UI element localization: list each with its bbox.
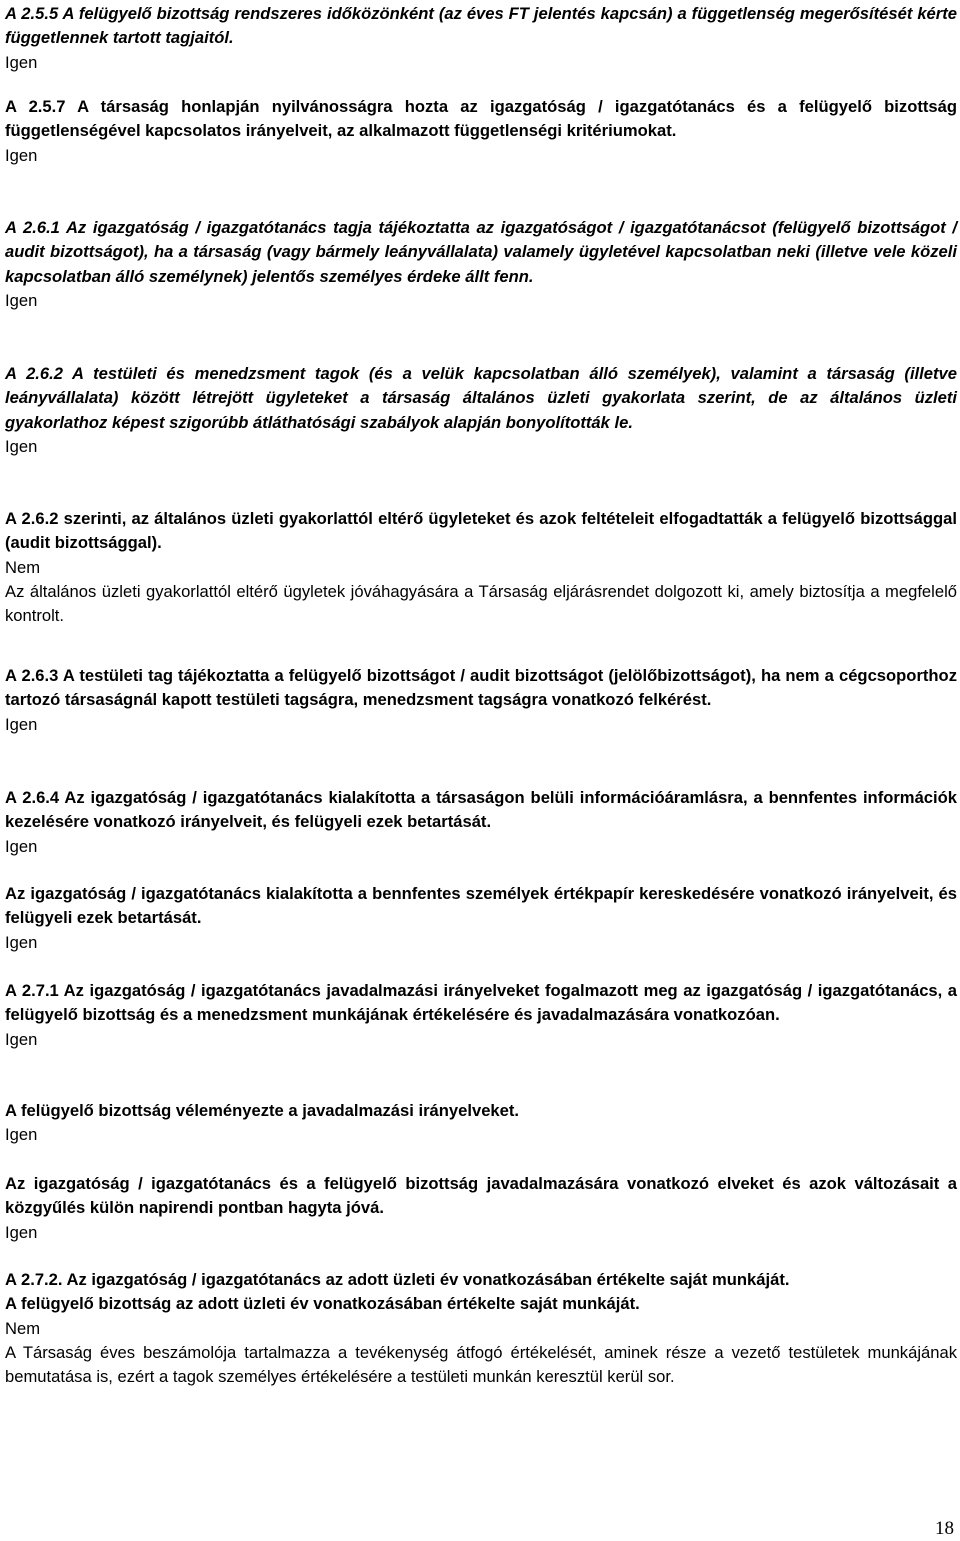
answer-text: Igen bbox=[5, 145, 38, 165]
item-2-6-2-deviation bbox=[5, 507, 957, 628]
answer-text: Igen bbox=[5, 1125, 38, 1145]
page-number: 18 bbox=[935, 1518, 954, 1539]
answer-text: Igen bbox=[5, 932, 38, 952]
item-2-6-3 bbox=[5, 664, 957, 737]
answer-text: Igen bbox=[5, 836, 38, 856]
item-remuneration-approval bbox=[5, 1172, 957, 1245]
question-text-secondary: A felügyelő bizottság az adott üzleti év vonatkozásában értékelte saját munkáját. bbox=[5, 1294, 640, 1314]
question-text: A 2.6.2 szerinti, az általános üzleti gyakorlattól eltérő ügyleteket és azok feltételeit elfogadtatták a felügyelő bizottsággal (audit bizottsággal). bbox=[5, 509, 957, 553]
explanation-text: Az általános üzleti gyakorlattól eltérő ügyletek jóváhagyására a Társaság eljárásrendet dolgozott ki, amely biztosítja a megfelelő kontrolt. bbox=[5, 581, 957, 626]
answer-text: Igen bbox=[5, 1222, 38, 1242]
item-2-5-5 bbox=[5, 2, 957, 75]
question-text: A 2.6.1 Az igazgatóság / igazgatótanács tagja tájékoztatta az igazgatóságot / igazgatótanácsot (felügyelő bizottságot / audit bizottságot), ha a társaság (vagy bármely leányvállalata) valamely ügyletével kapcsolatban neki (illetve vele közeli kapcsolatban álló személynek) jelentős személyes érdeke állt fenn. bbox=[5, 218, 957, 286]
item-2-6-1 bbox=[5, 216, 957, 313]
answer-text: Igen bbox=[5, 436, 38, 456]
answer-text: Igen bbox=[5, 52, 38, 72]
question-text: A 2.7.1 Az igazgatóság / igazgatótanács javadalmazási irányelveket fogalmazott meg az igazgatóság / igazgatótanács, a felügyelő bizottság és a menedzsment munkájának értékelésére és javadalmazására vonatkozóan. bbox=[5, 981, 957, 1025]
question-text: A 2.6.3 A testületi tag tájékoztatta a felügyelő bizottságot / audit bizottságot (jelölőbizottságot), ha nem a cégcsoporthoz tartozó társaságnál kapott testületi tagságra, menedzsment tagságra vonatkozó felkérést. bbox=[5, 666, 957, 710]
answer-text: Nem bbox=[5, 557, 41, 577]
question-text: A 2.6.4 Az igazgatóság / igazgatótanács kialakította a társaságon belüli információáramlásra, a bennfentes információk kezelésére vonatkozó irányelveit, és felügyeli ezek betartását. bbox=[5, 788, 957, 832]
question-text: A 2.5.5 A felügyelő bizottság rendszeres időközönként (az éves FT jelentés kapcsán) a függetlenség megerősítését kérte függetlennek tartott tagjaitól. bbox=[5, 4, 957, 48]
question-text: Az igazgatóság / igazgatótanács és a felügyelő bizottság javadalmazására vonatkozó elveket és azok változásait a közgyűlés külön napirendi pontban hagyta jóvá. bbox=[5, 1174, 957, 1218]
answer-text: Igen bbox=[5, 714, 38, 734]
explanation-text: A Társaság éves beszámolója tartalmazza a tevékenység átfogó értékelését, aminek része a vezető testületek munkájának bemutatása is, ezért a tagok személyes értékelésére a testületi munkán keresztül kerül sor. bbox=[5, 1342, 957, 1387]
question-text: A 2.5.7 A társaság honlapján nyilvánosságra hozta az igazgatóság / igazgatótanács és a felügyelő bizottság függetlenségével kapcsolatos irányelveit, az alkalmazott függetlenségi kritériumokat. bbox=[5, 97, 957, 141]
item-2-6-4 bbox=[5, 786, 957, 859]
question-text: A 2.7.2. Az igazgatóság / igazgatótanács az adott üzleti év vonatkozásában értékelte saját munkáját. bbox=[5, 1270, 790, 1289]
question-text: A 2.6.2 A testületi és menedzsment tagok (és a velük kapcsolatban álló személyek), valamint a társaság (illetve leányvállalata) között létrejött ügyleteket a társaság általános üzleti gyakorlata szerint, de az általános üzleti gyakorlathoz képest szigorúbb átláthatósági szabályok alapján bonyolították le. bbox=[5, 364, 957, 432]
question-text: A felügyelő bizottság véleményezte a javadalmazási irányelveket. bbox=[5, 1101, 520, 1120]
item-2-6-2 bbox=[5, 362, 957, 459]
item-insider-trading bbox=[5, 882, 957, 955]
answer-text: Igen bbox=[5, 1029, 38, 1049]
answer-text: Igen bbox=[5, 290, 38, 310]
item-2-5-7 bbox=[5, 95, 957, 168]
question-text: Az igazgatóság / igazgatótanács kialakította a bennfentes személyek értékpapír kereskedésére vonatkozó irányelveit, és felügyeli ezek betartását. bbox=[5, 884, 957, 928]
answer-text: Nem bbox=[5, 1318, 41, 1338]
item-2-7-2 bbox=[5, 1268, 957, 1389]
item-fb-remuneration-review bbox=[5, 1099, 957, 1148]
item-2-7-1 bbox=[5, 979, 957, 1052]
